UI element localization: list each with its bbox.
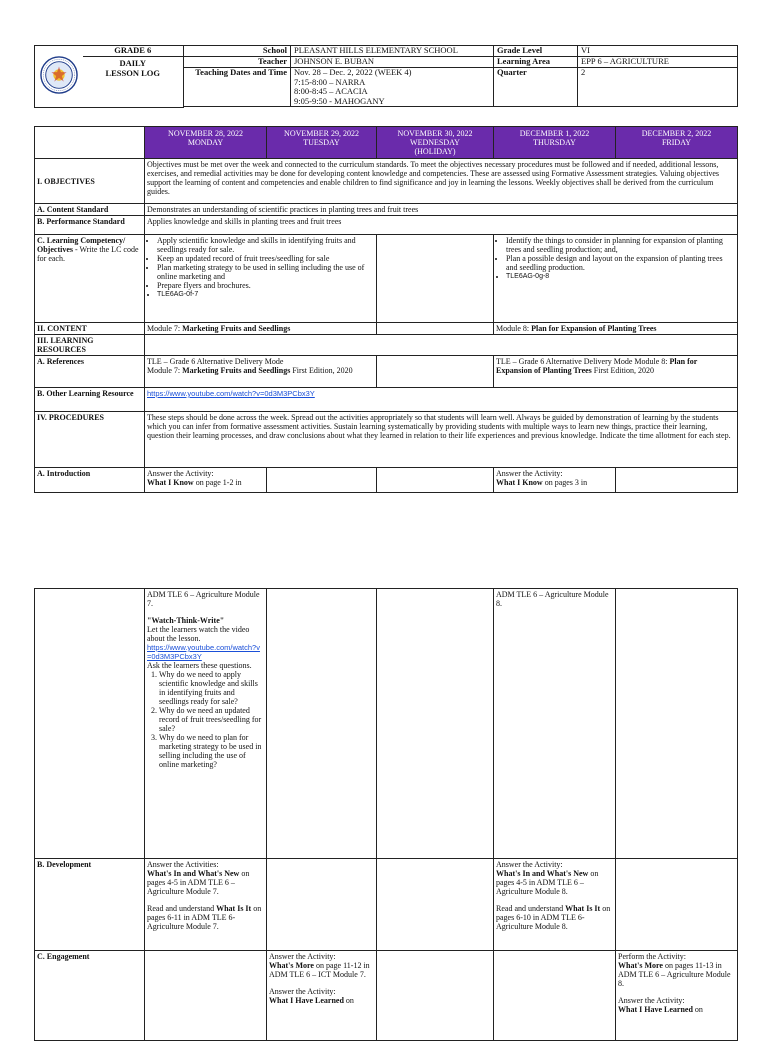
learning-area-value: EPP 6 – AGRICULTURE bbox=[578, 57, 738, 68]
doc-title bbox=[83, 57, 184, 108]
engagement-label: C. Engagement bbox=[35, 951, 145, 1041]
dates-line: 7:15-8:00 – NARRA bbox=[294, 76, 366, 87]
youtube-link[interactable]: https://www.youtube.com/watch?v=0d3M3PCbx3Y bbox=[147, 643, 260, 661]
references-thursday: TLE – Grade 6 Alternative Delivery Mode Module 8: Plan for Expansion of Planting Trees First Edition, 2020 bbox=[494, 356, 738, 388]
day-header-thursday: DECEMBER 1, 2022 THURSDAY bbox=[494, 127, 616, 159]
competency-item: • Keep an updated record of fruit trees/seedling for sale bbox=[157, 254, 374, 263]
objectives-text: Objectives must be met over the week and connected to the curriculum standards. To meet the objectives necessary procedures must be followed and if needed, additional lessons, exercises, and remedial activities may be done for developing content knowledge and competencies. These are assessed using Formative Assessment strategies. Valuing objectives support the learning of content and competencies and enable children to find significance and joy in learning the lessons. Weekly objectives shall be derived from the curriculum guides. bbox=[145, 159, 738, 204]
content-label: II. CONTENT bbox=[35, 323, 145, 335]
introduction-monday-cont: ADM TLE 6 – Agriculture Module 7. "Watch-Think-Write" Let the learners watch the video about the lesson. https://www.youtube.com/watch?v=0d3M3PCbx3Y Ask the learners these questions. 1. Why do we need to apply scientific knowledge and skills in identifying fruits and seedlings ready for sale? 2. Why do we need an updated record of fruit trees/seedling for sale? 3. Why do we need to plan for marketing strategy to be used in selling including the use of online marketing? bbox=[145, 589, 267, 859]
development-thursday: Answer the Activity: What's In and What's New on pages 4-5 in ADM TLE 6 – Agriculture Module 8. Read and understand What Is It on pages 6-10 in ADM TLE 6- Agriculture Module 8. bbox=[494, 859, 616, 951]
engagement-friday: Perform the Activity: What's More on pages 11-13 in ADM TLE 6 – Agriculture Module 8. Answer the Activity: What I Have Learned on bbox=[616, 951, 738, 1041]
engagement-thursday bbox=[494, 951, 616, 1041]
introduction-wednesday-cont bbox=[377, 589, 494, 859]
other-resources-cell bbox=[145, 388, 738, 412]
resources-blank bbox=[145, 335, 738, 356]
resources-label: III. LEARNING RESOURCES bbox=[35, 335, 145, 356]
header-table bbox=[34, 45, 738, 108]
references-wednesday bbox=[377, 356, 494, 388]
introduction-tuesday bbox=[267, 468, 377, 493]
deped-seal-icon bbox=[40, 56, 78, 94]
other-resources-label: B. Other Learning Resource bbox=[35, 388, 145, 412]
introduction-friday bbox=[616, 468, 738, 493]
procedures-text: These steps should be done across the week. Spread out the activities appropriately so that students will learn well. Always be guided by demonstration of learning by the students which you can infer from formative assessment activities. Sustain learning systematically by providing students with multiple ways to learn new things, practice their learning, question their learning processes, and draw conclusions about what they learned in relation to their life experiences and previous knowledge. Indicate the time allotment for each step. bbox=[145, 412, 738, 468]
introduction-friday-cont bbox=[616, 589, 738, 859]
day-header-monday: NOVEMBER 28, 2022 MONDAY bbox=[145, 127, 267, 159]
dates-label: Teaching Dates and Time bbox=[184, 68, 291, 107]
introduction-label: A. Introduction bbox=[35, 468, 145, 493]
competency-code: • TLE6AG-0f-7 bbox=[157, 290, 374, 299]
grade-level-label: Grade Level bbox=[494, 46, 578, 57]
engagement-tuesday: Answer the Activity: What's More on page 11-12 in ADM TLE 6 – ICT Module 7. Answer the Activity: What I Have Learned on bbox=[267, 951, 377, 1041]
development-monday: Answer the Activities: What's In and What's New on pages 4-5 in ADM TLE 6 – Agriculture Module 7. Read and understand What Is It on pages 6-11 in ADM TLE 6- Agriculture Module 7. bbox=[145, 859, 267, 951]
question-item: 2. Why do we need an updated record of fruit trees/seedling for sale? bbox=[159, 706, 264, 733]
introduction-thursday-cont: ADM TLE 6 – Agriculture Module 8. bbox=[494, 589, 616, 859]
day-header-wednesday: NOVEMBER 30, 2022 WEDNESDAY (HOLIDAY) bbox=[377, 127, 494, 159]
youtube-link[interactable]: https://www.youtube.com/watch?v=0d3M3PCbx3Y bbox=[147, 389, 315, 398]
competency-item: • Plan marketing strategy to be used in selling including the use of online marketing and bbox=[157, 263, 374, 281]
competency-item: • Apply scientific knowledge and skills in identifying fruits and seedlings ready for sale. bbox=[157, 236, 374, 254]
grade-level-value: VI bbox=[578, 46, 738, 57]
development-friday bbox=[616, 859, 738, 951]
competency-label: C. Learning Competency/ Objectives - Write the LC code for each. bbox=[35, 235, 145, 323]
competency-monday bbox=[145, 235, 377, 323]
procedures-label: IV. PROCEDURES bbox=[35, 412, 145, 468]
teacher-label: Teacher bbox=[184, 57, 291, 68]
content-thursday: Module 8: Plan for Expansion of Planting Trees bbox=[494, 323, 738, 335]
references-label: A. References bbox=[35, 356, 145, 388]
engagement-wednesday bbox=[377, 951, 494, 1041]
engagement-monday bbox=[145, 951, 267, 1041]
introduction-monday: Answer the Activity: What I Know on page 1-2 in bbox=[145, 468, 267, 493]
competency-item: • Identify the things to consider in planning for expansion of planting trees and seedling production; and, bbox=[506, 236, 735, 254]
day-header-friday: DECEMBER 2, 2022 FRIDAY bbox=[616, 127, 738, 159]
question-item: 1. Why do we need to apply scientific knowledge and skills in identifying fruits and seedlings ready for sale? bbox=[159, 670, 264, 706]
quarter-value: 2 bbox=[578, 68, 738, 107]
doc-title-line-2: LESSON LOG bbox=[105, 67, 161, 78]
objectives-label: I. OBJECTIVES bbox=[35, 159, 145, 204]
day-header-tuesday: NOVEMBER 29, 2022 TUESDAY bbox=[267, 127, 377, 159]
content-standard-text: Demonstrates an understanding of scientific practices in planting trees and fruit trees bbox=[145, 204, 738, 216]
introduction-thursday: Answer the Activity: What I Know on pages 3 in bbox=[494, 468, 616, 493]
references-monday: TLE – Grade 6 Alternative Delivery Mode Module 7: Marketing Fruits and Seedlings First Edition, 2020 bbox=[145, 356, 377, 388]
development-wednesday bbox=[377, 859, 494, 951]
development-label: B. Development bbox=[35, 859, 145, 951]
lesson-table bbox=[34, 126, 738, 493]
day-header-blank bbox=[35, 127, 145, 159]
dates-line: Nov. 28 – Dec. 2, 2022 (WEEK 4) bbox=[294, 67, 412, 77]
development-tuesday bbox=[267, 859, 377, 951]
introduction-wednesday bbox=[377, 468, 494, 493]
doc-title-line-1: DAILY bbox=[119, 58, 147, 68]
competency-wednesday bbox=[377, 235, 494, 323]
grade-label: GRADE 6 bbox=[83, 46, 184, 57]
question-item: 3. Why do we need to plan for marketing strategy to be used in selling including the use of online marketing? bbox=[159, 733, 264, 769]
content-standard-label: A. Content Standard bbox=[35, 204, 145, 216]
competency-code: • TLE6AG-0g-8 bbox=[506, 272, 735, 281]
performance-standard-text: Applies knowledge and skills in planting trees and fruit trees bbox=[145, 216, 738, 235]
content-monday: Module 7: Marketing Fruits and Seedlings bbox=[145, 323, 377, 335]
competency-item: • Plan a possible design and layout on the expansion of planting trees and seedling production. bbox=[506, 254, 735, 272]
introduction-tuesday-cont bbox=[267, 589, 377, 859]
dates-value bbox=[291, 68, 494, 107]
introduction-label-cont bbox=[35, 589, 145, 859]
deped-seal-cell bbox=[35, 46, 83, 108]
teacher-value: JOHNSON E. BUBAN bbox=[291, 57, 494, 68]
dates-line: 9:05-9:50 - MAHOGANY bbox=[294, 95, 385, 106]
competency-item: • Prepare flyers and brochures. bbox=[157, 281, 374, 290]
school-label: School bbox=[184, 46, 291, 57]
school-value: PLEASANT HILLS ELEMENTARY SCHOOL bbox=[291, 46, 494, 57]
content-wednesday bbox=[377, 323, 494, 335]
learning-area-label: Learning Area bbox=[494, 57, 578, 68]
quarter-label: Quarter bbox=[494, 68, 578, 107]
competency-thursday bbox=[494, 235, 738, 323]
dates-line: 8:00-8:45 – ACACIA bbox=[294, 86, 368, 96]
performance-standard-label: B. Performance Standard bbox=[35, 216, 145, 235]
lesson-table-continued bbox=[34, 588, 738, 1041]
